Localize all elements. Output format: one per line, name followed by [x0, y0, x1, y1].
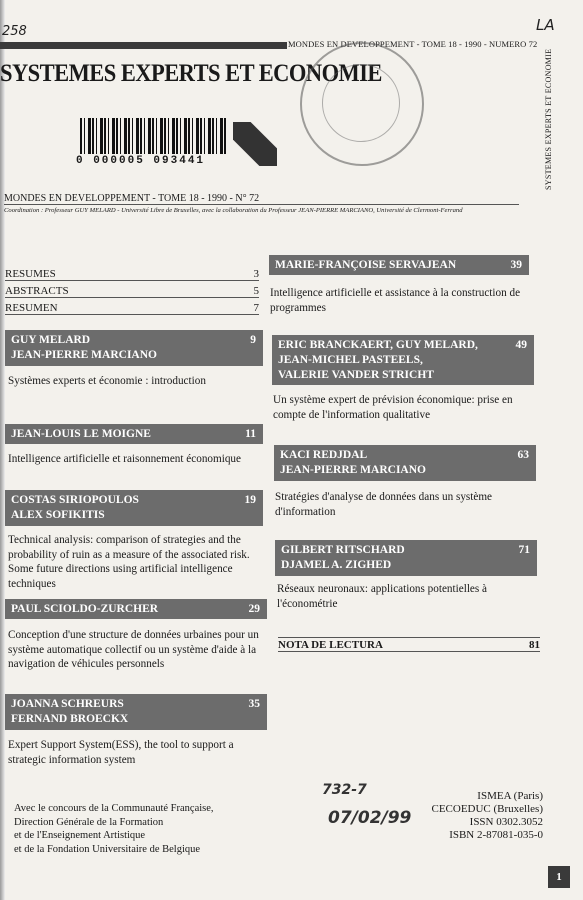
page-number: 1	[548, 866, 570, 888]
barcode-number: 0 000005 093441	[76, 155, 206, 167]
article-author: COSTAS SIRIOPOULOS	[11, 494, 139, 506]
article-author: PAUL SCIOLDO-ZURCHER	[11, 603, 159, 615]
footer-publisher	[420, 790, 543, 842]
article-author: VALERIE VANDER STRICHT	[278, 369, 434, 381]
masthead-bar	[0, 42, 287, 49]
article-author: KACI REDJDAL	[280, 449, 368, 461]
toc-item	[5, 302, 259, 315]
footer-line: Direction Générale de la Formation	[14, 816, 164, 828]
article-header	[5, 330, 263, 366]
footer-line: et de la Fondation Universitaire de Belgique	[14, 843, 201, 855]
toc-item	[5, 268, 259, 281]
article-page: 39	[510, 259, 522, 271]
article-author: ERIC BRANCKAERT, GUY MELARD,	[278, 339, 478, 351]
article-author: FERNAND BROECKX	[11, 713, 129, 725]
page-title: SYSTEMES EXPERTS ET ECONOMIE	[0, 60, 382, 87]
article-author: GILBERT RITSCHARD	[281, 544, 405, 556]
stamp-date: 07/02/99	[328, 808, 412, 828]
article-page: 49	[515, 339, 527, 351]
library-seal-emblem	[322, 64, 400, 142]
footer-sponsors	[14, 802, 214, 856]
article-header	[5, 490, 263, 526]
article-author: JEAN-LOUIS LE MOIGNE	[11, 428, 151, 440]
nota-page: 81	[529, 639, 540, 651]
article-header	[272, 335, 534, 385]
article-author: GUY MELARD	[11, 334, 91, 346]
masthead: MONDES EN DEVELOPPEMENT - TOME 18 - 1990 - NUMERO 72	[288, 39, 538, 49]
article-header	[275, 540, 537, 576]
toc-page: 7	[253, 302, 259, 314]
footer-line: ISMEA (Paris)	[477, 790, 543, 802]
nota-lectura	[278, 637, 540, 652]
footer-line: et de l'Enseignement Artistique	[14, 830, 146, 841]
article-author: JOANNA SCHREURS	[11, 698, 124, 710]
footer-line: Avec le concours de la Communauté Française,	[14, 803, 214, 814]
article-author: JEAN-PIERRE MARCIANO	[11, 349, 157, 361]
article-title: Stratégies d'analyse de données dans un système d'information	[275, 491, 493, 518]
toc-page: 3	[253, 268, 259, 280]
article-author: ALEX SOFIKITIS	[11, 509, 105, 521]
info-rule	[4, 204, 519, 205]
article-header	[5, 424, 263, 444]
article-author: DJAMEL A. ZIGHED	[281, 559, 392, 571]
footer-line: ISSN 0302.3052	[469, 816, 543, 828]
article-page: 19	[244, 494, 256, 506]
publisher-logo-icon	[233, 122, 277, 166]
article-author: MARIE-FRANÇOISE SERVAJEAN	[275, 259, 457, 271]
toc-page: 5	[253, 285, 259, 297]
toc-label: ABSTRACTS	[5, 285, 69, 297]
handwritten-number: 258	[2, 24, 27, 39]
article-title: Intelligence artificielle et raisonnement économique	[8, 453, 241, 465]
toc-label: RESUMEN	[5, 302, 58, 314]
article-page: 35	[248, 698, 260, 710]
article-title: Expert Support System(ESS), the tool to support a strategic information system	[8, 739, 234, 766]
article-page: 11	[245, 428, 256, 440]
article-header	[5, 599, 267, 619]
article-title: Intelligence artificielle et assistance à la construction de programmes	[270, 287, 521, 314]
barcode	[80, 118, 226, 154]
article-title: Conception d'une structure de données urbaines pour un système automatique collectif ou un système d'aide à la navigation de véhicules personnels	[8, 629, 259, 670]
article-page: 29	[248, 603, 260, 615]
coordination-line: Coordination : Professeur GUY MELARD - Université Libre de Bruxelles, avec la collaboration du Professeur JEAN-PIERRE MARCIANO, Université de Clermont-Ferrand	[4, 207, 463, 214]
toc-item	[5, 285, 259, 298]
article-page: 9	[250, 334, 256, 346]
article-header	[5, 694, 267, 730]
page-binding-edge	[0, 0, 5, 900]
article-title: Systèmes experts et économie : introduction	[8, 375, 206, 387]
footer-line: CECOEDUC (Bruxelles)	[431, 803, 543, 815]
article-header	[274, 445, 536, 481]
side-title: SYSTEMES EXPERTS ET ECONOMIE	[544, 48, 553, 190]
article-page: 63	[517, 449, 529, 461]
nota-label: NOTA DE LECTURA	[278, 639, 383, 651]
toc-label: RESUMES	[5, 268, 56, 280]
article-author: JEAN-MICHEL PASTEELS,	[278, 354, 423, 366]
handwritten-mark: LA	[536, 16, 555, 34]
article-page: 71	[518, 544, 530, 556]
stamp-number: 732-7	[322, 782, 367, 798]
article-author: JEAN-PIERRE MARCIANO	[280, 464, 426, 476]
journal-info: MONDES EN DEVELOPPEMENT - TOME 18 - 1990 - N° 72	[4, 193, 260, 204]
article-header	[269, 255, 529, 275]
article-title: Réseaux neuronaux: applications potentielles à l'économétrie	[277, 583, 488, 610]
article-title: Technical analysis: comparison of strategies and the probability of ruin as a measure of the associated risk. Some future directions using artificial intelligence techniques	[8, 534, 250, 590]
article-title: Un système expert de prévision économique: prise en compte de l'information qualitative	[273, 394, 513, 421]
footer-line: ISBN 2-87081-035-0	[449, 829, 543, 841]
